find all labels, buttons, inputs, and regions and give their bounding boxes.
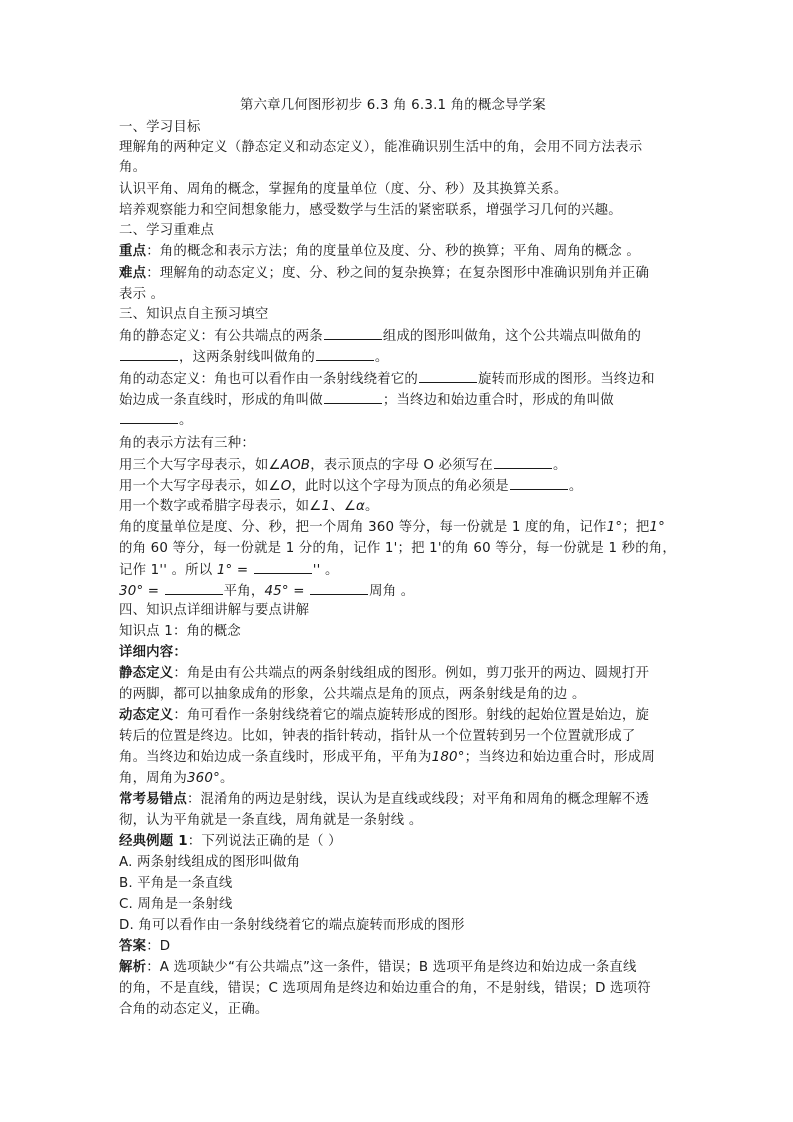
fill-blank[interactable] [165,581,223,595]
text: 角的动态定义：角也可以看作由一条射线绕着它的 [119,372,418,387]
text: ：D [146,939,171,954]
option-a: A. 两条射线组成的图形叫做角 [119,855,301,870]
text: 平角， [223,584,265,599]
key-point-line [119,242,679,262]
dynamic-def-line-3 [119,748,679,768]
text: ：角可看作一条射线绕着它的端点旋转形成的图形。射线的起始位置是始边，旋 [173,708,650,723]
text: ：A 选项缺少“有公共端点”这一条件，错误；B 选项平角是终边和始边成一条直线 [146,960,637,975]
fill-blank[interactable] [419,369,477,383]
dynamic-def-fill-3 [119,410,679,431]
text: 角，周角为 [119,771,187,786]
difficulty-cont: 表示 。 [119,287,165,302]
detail-heading [119,643,679,663]
unit-line-3 [119,560,679,581]
text: 。 [374,350,389,365]
text: 。 [365,499,379,514]
text: ：下列说法正确的是（ ） [187,834,342,849]
static-def-line-2: 的两脚，都可以抽象成角的形象，公共端点是角的顶点，两条射线是角的边 。 [119,687,586,702]
goal-1: 理解角的两种定义（静态定义和动态定义），能准确识别生活中的角，会用不同方法表示 [119,140,643,155]
fill-blank[interactable] [254,560,312,574]
text: ；把 [622,520,650,535]
math: 1° = [216,563,253,578]
notation-three-letters [119,455,679,476]
static-def-line-1 [119,664,679,684]
text: 记作 1'' 。所以 [119,563,217,578]
text: 。 [552,458,567,473]
text: 始边成一条直线时，形成的角叫做 [119,393,323,408]
option-b: B. 平角是一条直线 [119,876,233,891]
text: 组成的图形叫做角，这个公共端点叫做角的 [382,329,642,344]
fill-blank[interactable] [324,390,382,404]
section-heading-preview: 三、知识点自主预习填空 [119,307,269,322]
text: 用一个大写字母表示，如 [119,479,269,494]
fill-blank[interactable] [120,347,178,361]
text: ，这两条射线叫做角的 [179,350,315,365]
label: 静态定义 [119,666,174,681]
label: 解析 [119,960,147,975]
math: ∠1 [309,499,331,514]
math: ∠AOB [268,458,311,473]
explanation-line-2: 的角，不是直线，错误；C 选项周角是终边和始边重合的角，不是射线，错误；D 选项符 [119,981,651,996]
fill-blank[interactable] [494,455,552,469]
text: 角的度量单位是度、分、秒，把一个周角 360 等分，每一份就是 1 度的角，记作 [119,520,607,535]
math: 180° [431,750,465,765]
text: '' 。 [312,563,339,578]
text: 用三个大写字母表示，如 [119,458,269,473]
text: 。 [568,479,583,494]
text: ；当终边和始边重合时，形成周 [464,750,655,765]
static-def-fill-2 [119,347,679,368]
dynamic-def-fill-1 [119,369,679,390]
example-question [119,832,679,852]
label: 答案 [119,939,147,954]
explanation-line-3: 合角的动态定义，正确。 [119,1002,269,1017]
text: 、 [330,499,344,514]
text: ；当终边和始边重合时，形成的角叫做 [382,393,614,408]
text: 周角 。 [369,584,415,599]
explanation-line-1 [119,958,679,978]
dynamic-def-line-1 [119,706,679,726]
option-d: D. 角可以看作由一条射线绕着它的端点旋转而形成的图形 [119,918,465,933]
static-def-fill-1 [119,326,679,347]
goal-1-cont: 角。 [119,160,147,175]
label: 动态定义 [119,708,174,723]
key-point-label: 重点 [119,244,147,259]
text: ：角是由有公共端点的两条射线组成的图形。例如，剪刀张开的两边、圆规打开 [173,666,650,681]
section-heading-keypoints: 二、学习重难点 [119,223,215,238]
dynamic-def-line-4 [119,769,679,789]
math: 1° [649,520,666,535]
key-point-text: ：角的概念和表示方法；角的度量单位及度、分、秒的换算；平角、周角的概念 。 [146,244,640,259]
text: ：混淆角的两边是射线，误认为是直线或线段；对平角和周角的概念理解不透 [186,792,650,807]
unit-line-1 [119,518,679,538]
notation-one-letter [119,476,679,497]
page-title: 第六章几何图形初步 6.3 角 6.3.1 角的概念导学案 [240,98,546,113]
goal-2: 认识平角、周角的概念，掌握角的度量单位（度、分、秒）及其换算关系。 [119,182,568,197]
math: ∠O [268,479,292,494]
math: 30° = [119,584,164,599]
notation-intro: 角的表示方法有三种： [119,436,255,451]
math: ∠α [343,499,366,514]
fill-blank[interactable] [510,476,568,490]
fill-blank[interactable] [324,326,382,340]
colon: ： [173,645,187,660]
section-heading-explain: 四、知识点详细讲解与要点讲解 [119,603,310,618]
fill-blank[interactable] [310,581,368,595]
error-line-2: 彻，认为平角就是一条直线，周角就是一条射线 。 [119,813,423,828]
difficulty-text: ：理解角的动态定义；度、分、秒之间的复杂换算；在复杂图形中准确识别角并正确 [146,266,650,281]
error-line-1 [119,790,679,810]
text: ，表示顶点的字母 O 必须写在 [310,458,493,473]
knowledge-point-title: 知识点 1：角的概念 [119,624,241,639]
difficulty-label: 难点 [119,266,147,281]
conversion-line [119,581,679,602]
label: 详细内容 [119,645,174,660]
notation-number [119,497,679,517]
fill-blank[interactable] [316,347,374,361]
text: 旋转而形成的图形。当终边和 [478,372,655,387]
text: 。 [179,413,193,428]
option-c: C. 周角是一条射线 [119,897,233,912]
goal-3: 培养观察能力和空间想象能力，感受数学与生活的紧密联系，增强学习几何的兴趣。 [119,203,622,218]
difficulty-line [119,264,679,284]
text: ，此时以这个字母为顶点的角必须是 [291,479,509,494]
math: 45° = [264,584,310,599]
answer-line [119,937,679,957]
label: 常考易错点 [119,792,187,807]
math: 360° [186,771,221,786]
dynamic-def-line-2: 转后的位置是终边。比如，钟表的指针转动，指针从一个位置转到另一个位置就形成了 [119,729,636,744]
text: 角的静态定义：有公共端点的两条 [119,329,323,344]
text: 。 [220,771,234,786]
text: 用一个数字或希腊字母表示，如 [119,499,310,514]
section-heading-goals: 一、学习目标 [119,120,201,135]
unit-line-2: 的角 60 等分，每一份就是 1 分的角，记作 1'；把 1'的角 60 等分，每一份就是 1 秒的角， [119,541,676,556]
dynamic-def-fill-2 [119,390,679,411]
fill-blank[interactable] [120,410,178,424]
label: 经典例题 1 [119,834,188,849]
text: 角。当终边和始边成一条直线时，形成平角，平角为 [119,750,432,765]
math: 1° [606,520,623,535]
